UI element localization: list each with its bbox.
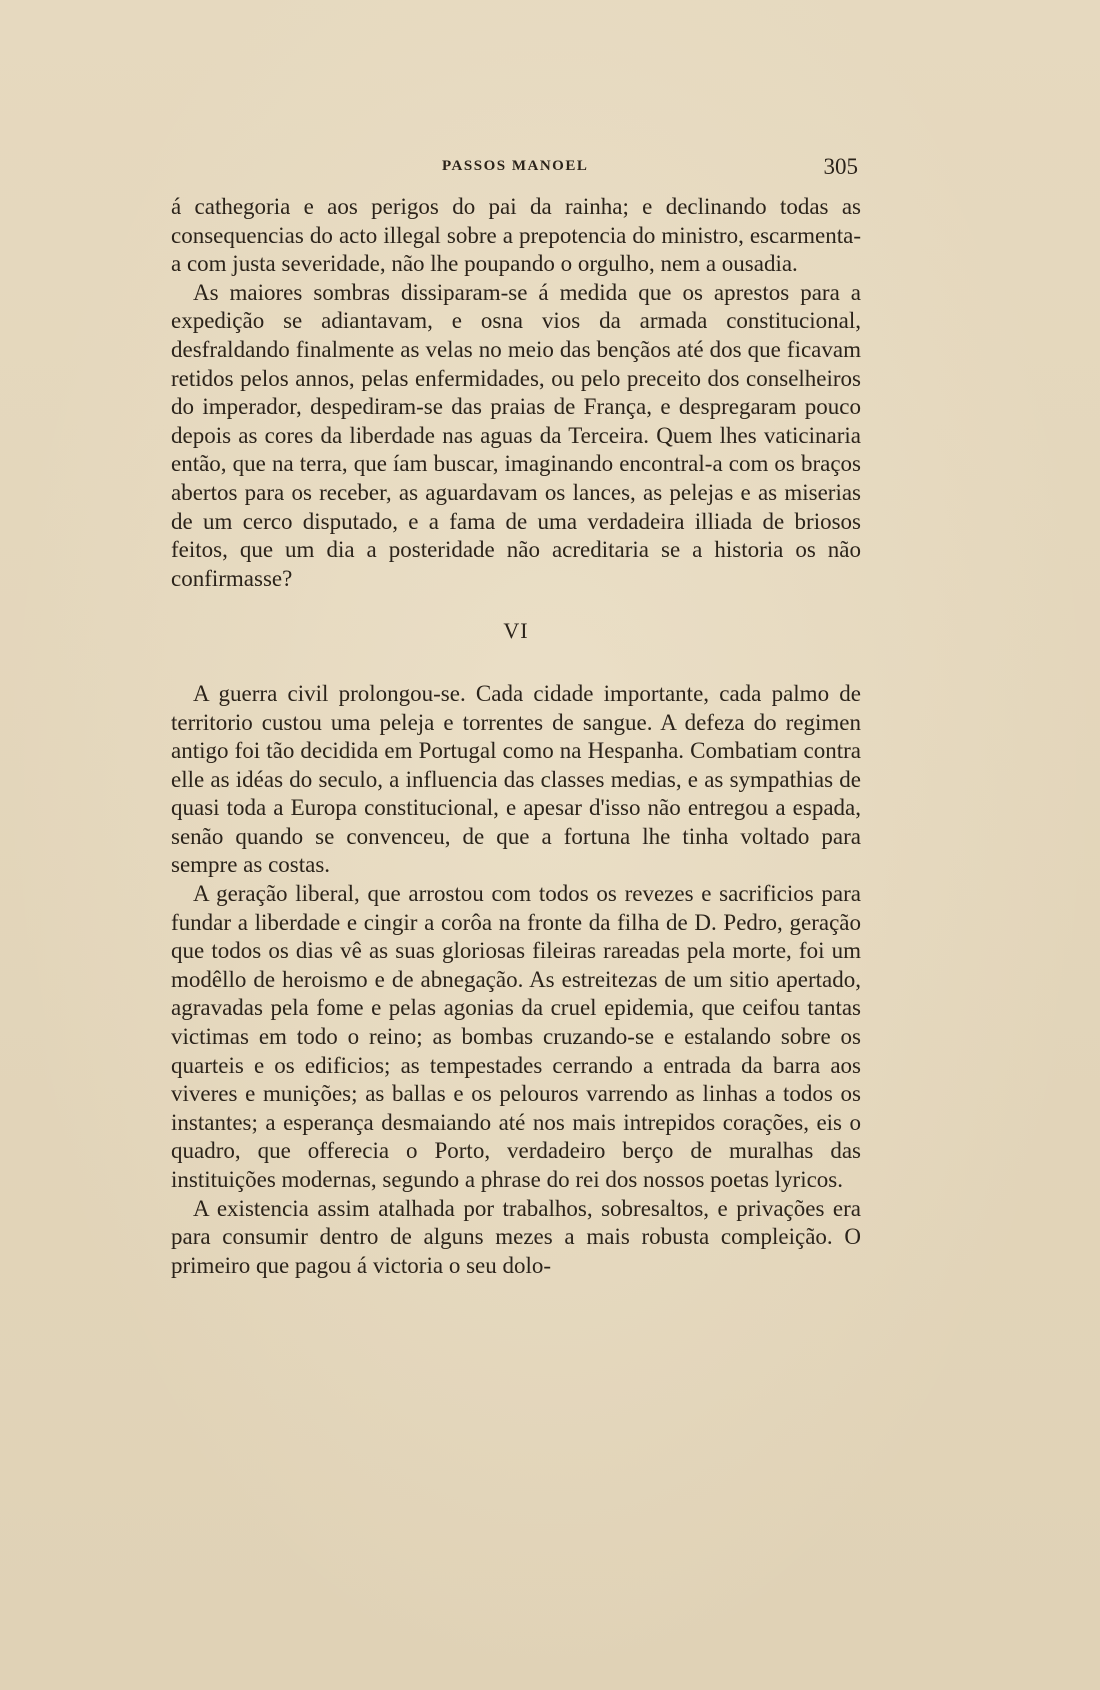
paragraph-3: A guerra civil prolongou-se. Cada cidade importante, cada palmo de territorio custou uma peleja e torrentes de sangue. A defeza do regimen antigo foi tão decidida em Portugal como na Hespanha. Combatiam contra elle as idéas do seculo, a influencia das classes medias, e as sympathias de quasi toda a Europa constitucional, e apesar d'isso não entregou a espada, senão quando se convenceu, de que a fortuna lhe tinha voltado para sempre as costas. — [171, 680, 861, 878]
body-text — [171, 193, 861, 1280]
page-number: 305 — [823, 154, 858, 179]
paragraph-5: A existencia assim atalhada por trabalhos, sobresaltos, e privações era para consumir dentro de alguns mezes a mais robusta compleição. O primeiro que pagou á victoria o seu dolo- — [171, 1195, 861, 1278]
section-heading: VI — [503, 618, 529, 644]
running-title: PASSOS MANOEL — [442, 158, 589, 174]
paragraph-2: As maiores sombras dissiparam-se á medida que os aprestos para a expedição se adiantavam, e osna vios da armada constitucional, desfraldando finalmente as velas no meio das bençãos até dos que ficavam retidos pelos annos, pelas enfermidades, ou pelo preceito dos conselheiros do imperador, despediram-se das praias de França, e despregaram pouco depois as cores da liberdade nas aguas da Terceira. Quem lhes vaticinaria então, que na terra, que íam buscar, imaginando encontral-a com os braços abertos para os receber, as aguardavam os lances, as pelejas e as miserias de um cerco disputado, e a fama de uma verdadeira illiada de briosos feitos, que um dia a posteridade não acreditaria se a historia os não confirmasse? — [171, 279, 861, 591]
page-header — [172, 154, 858, 182]
paragraph-4: A geração liberal, que arrostou com todos os revezes e sacrificios para fundar a liberdade e cingir a corôa na fronte da filha de D. Pedro, geração que todos os dias vê as suas gloriosas fileiras rareadas pela morte, foi um modêllo de heroismo e de abnegação. As estreitezas de um sitio apertado, agravadas pela fome e pelas agonias da cruel epidemia, que ceifou tantas victimas em todo o reino; as bombas cruzando-se e estalando sobre os quarteis e os edificios; as tempestades cerrando a entrada da barra aos viveres e munições; as ballas e os pelouros varrendo as linhas a todos os instantes; a esperança desmaiando até nos mais intrepidos corações, eis o quadro, que offerecia o Porto, verdadeiro berço de muralhas das instituições modernas, segundo a phrase do rei dos nossos poetas lyricos. — [171, 881, 861, 1192]
paragraph-1: á cathegoria e aos perigos do pai da rainha; e declinando todas as consequencias do acto illegal sobre a prepotencia do ministro, escarmenta-a com justa severidade, não lhe poupando o orgulho, nem a ousadia. — [171, 194, 861, 277]
